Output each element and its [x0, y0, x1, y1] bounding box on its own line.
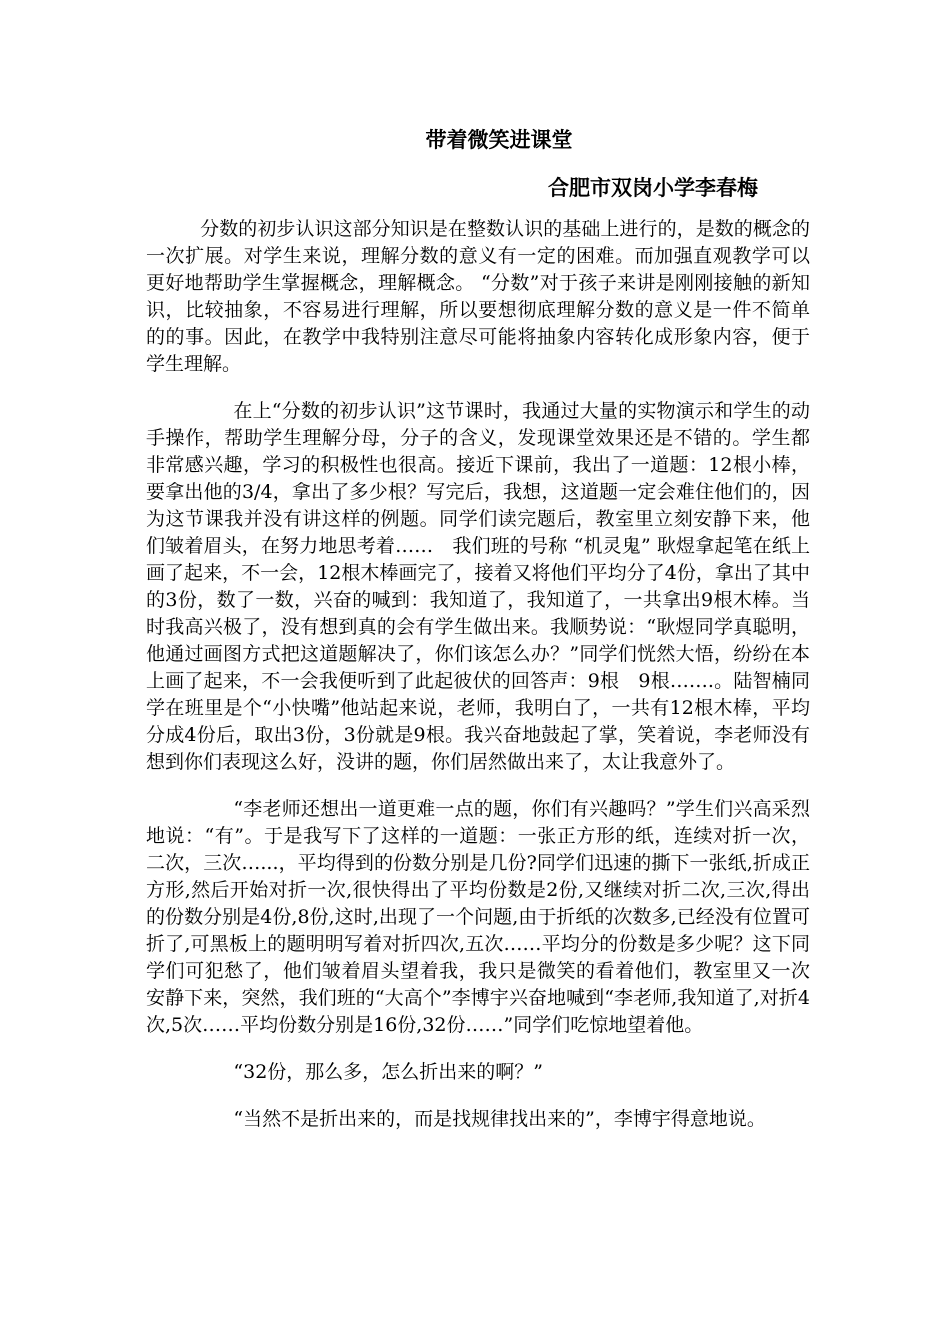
paragraph-3: “李老师还想出一道更难一点的题，你们有兴趣吗？”学生们兴高采烈地说：“有”。于是我写下了这样的一道题：一张正方形的纸，连续对折一次，二次，三次…...，平均得到的份数分别是几份?同学们迅速的撕下一张纸,折成正方形,然后开始对折一次,很快得出了平均份数是2份,又继续对折二次,三次,得出的份数分别是4份,8份,这时,出现了一个问题,由于折纸的次数多,已经没有位置可折了,可黑板上的题明明写着对折四次,五次……平均分的份数是多少呢？这下同学们可犯愁了，他们皱着眉头望着我，我只是微笑的看着他们，教室里又一次安静下来，突然，我们班的“大高个”李博宇兴奋地喊到“李老师,我知道了,对折4次,5次……平均份数分别是16份,32份……”同学们吃惊地望着他。: [146, 798, 810, 1036]
paragraph-5: “当然不是折出来的，而是找规律找出来的”，李博宇得意地说。: [233, 1108, 766, 1130]
document-author: 合肥市双岗小学李春梅: [548, 175, 758, 200]
paragraph-4: “32份，那么多，怎么折出来的啊？”: [233, 1061, 543, 1083]
document-body: [146, 216, 810, 1153]
paragraph-1: 分数的初步认识这部分知识是在整数认识的基础上进行的，是数的概念的一次扩展。对学生来说，理解分数的意义有一定的困难。而加强直观教学可以更好地帮助学生掌握概念，理解概念。 “分数”对于孩子来讲是刚刚接触的新知识，比较抽象，不容易进行理解，所以要想彻底理解分数的意义是一件不简单的的事。因此，在教学中我特别注意尽可能将抽象内容转化成形象内容，便于学生理解。: [146, 218, 810, 375]
document-title: 带着微笑进课堂: [425, 127, 573, 152]
paragraph-2: 在上“分数的初步认识”这节课时，我通过大量的实物演示和学生的动手操作，帮助学生理解分母，分子的含义，发现课堂效果还是不错的。学生都非常感兴趣，学习的积极性也很高。接近下课前，我出了一道题：12根小棒，要拿出他的3/4，拿出了多少根？写完后，我想，这道题一定会难住他们的，因为这节课我并没有讲这样的例题。同学们读完题后，教室里立刻安静下来，他们皱着眉头，在努力地思考着…… 我们班的号称 “机灵鬼” 耿煜拿起笔在纸上画了起来，不一会，12根木棒画完了，接着又将他们平均分了4份，拿出了其中的3份，数了一数，兴奋的喊到：我知道了，我知道了，一共拿出9根木棒。当时我高兴极了，没有想到真的会有学生做出来。我顺势说：“耿煜同学真聪明，他通过画图方式把这道题解决了，你们该怎么办？”同学们恍然大悟，纷纷在本上画了起来，不一会我便听到了此起彼伏的回答声：9根 9根…….。陆智楠同学在班里是个“小快嘴”他站起来说，老师，我明白了，一共有12根木棒，平均分成4份后，取出3份，3份就是9根。我兴奋地鼓起了掌，笑着说，李老师没有想到你们表现这么好，没讲的题，你们居然做出来了，太让我意外了。: [146, 400, 810, 773]
